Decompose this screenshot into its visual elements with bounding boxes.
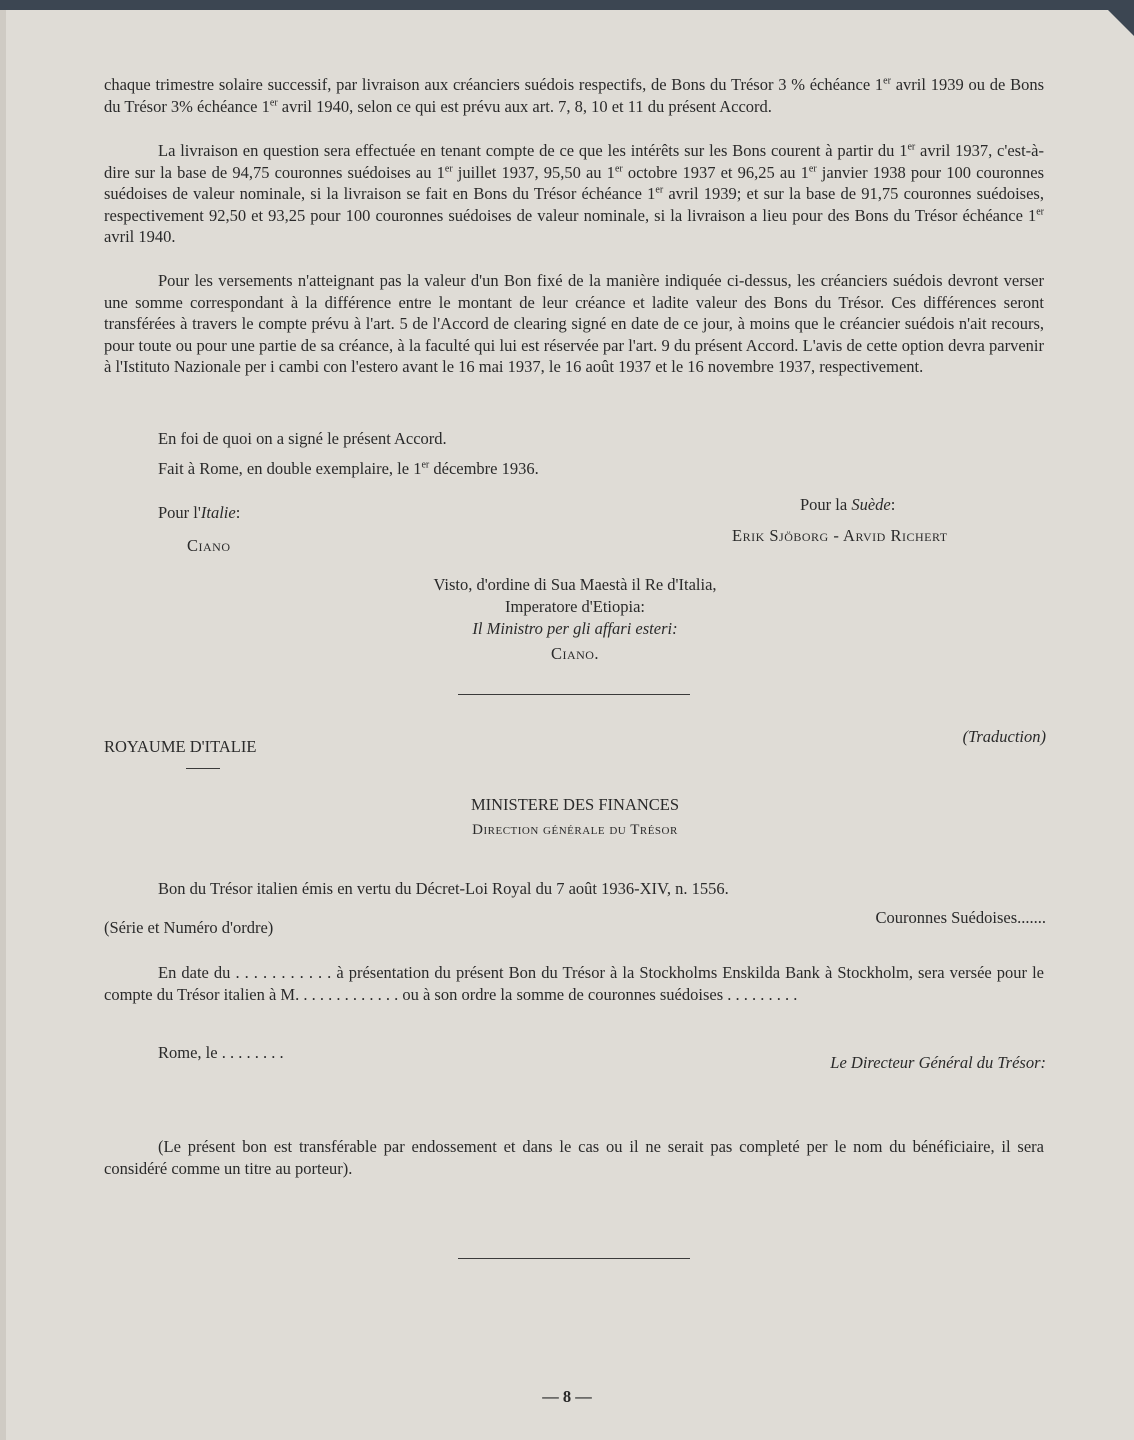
page-number: — 8 — [542,1387,592,1406]
page-corner-fold [1108,10,1134,36]
paragraph-versements: Pour les versements n'atteignant pas la valeur d'un Bon fixé de la manière indiquée ci-dessus, les créanciers suédois devront verser une somme correspondant à la différence entre le montant de leur créance et ladite valeur des Bons du Trésor. Ces différences seront transférées à travers le compte prévu à l'art. 5 de l'Accord de clearing signé en date de ce jour, à moins que le créancier suédois n'ait recours, pour toute ou pour une partie de sa créance, à la faculté qui lui est réservée par l'art. 9 du présent Accord. L'avis de cette option devra parvenir à l'Istituto Nazionale per i cambi con l'estero avant le 16 mai 1937, le 16 août 1937 et le 16 novembre 1937, respectivement. [104,271,1044,376]
document-page [0,10,1134,1440]
kingdom-underline [186,768,220,769]
ministry-heading: MINISTERE DES FINANCES [470,795,680,814]
paragraph-livraison: La livraison en question sera effectuée en tenant compte de ce que les intérêts sur les Bons courent à partir du 1er avril 1937, c'est-à-dire sur la base de 94,75 couronnes suédoises au 1er juillet 1937, 95,50 au 1er octobre 1937 et 96,25 au 1er janvier 1938 pour 100 couronnes suédoises de valeur nominale, si la livraison se fait en Bons du Trésor échéance 1er avril 1939; et sur la base de 91,75 couronnes suédoises, respectivement 92,50 et 93,25 pour 100 couronnes suédoises de valeur nominale, si la livraison a lieu pour des Bons du Trésor échéance 1er avril 1940. [104,141,1044,246]
paragraph-continuation: chaque trimestre solaire successif, par livraison aux créanciers suédois respectifs, de Bons du Trésor 3 % échéance 1er avril 1939 ou de Bons du Trésor 3% échéance 1er avril 1940, selon ce qui est prévu aux art. 7, 8, 10 et 11 du présent Accord. [104,75,1044,116]
signature-italy-name: Ciano [187,536,231,555]
bottom-divider [458,1258,690,1259]
page-edge [0,10,6,1440]
bond-serie: (Série et Numéro d'ordre) [104,918,274,937]
signature-sweden-names: Erik Sjöborg - Arvid Richert [732,526,948,545]
signature-sweden-label: Pour la Suède: [800,495,896,514]
bond-presentation: En date du . . . . . . . . . . . à présentation du présent Bon du Trésor à la Stockholms Enskilda Bank à Stockholm, sera versée pour le compte du Trésor italien à M. . . . . . . . . . . . . ou à son ordre la somme de couronnes suédoises . . . . . . . . . [104,963,1044,1004]
translation-note: (Traduction) [962,727,1046,746]
paragraph-fait-a-rome: Fait à Rome, en double exemplaire, le 1er décembre 1936. [158,459,539,478]
visa-line-2: Imperatore d'Etiopia: [505,597,645,616]
bond-transfer-note: (Le présent bon est transférable par endossement et dans le cas ou il ne serait pas completé per le nom du bénéficiaire, il sera considéré comme un titre au porteur). [104,1137,1044,1178]
visa-line-4: Ciano. [550,644,600,663]
visa-line-1: Visto, d'ordine di Sua Maestà il Re d'Italia, [433,575,717,594]
section-divider [458,694,690,695]
bond-decree: Bon du Trésor italien émis en vertu du Décret-Loi Royal du 7 août 1936-XIV, n. 1556. [158,879,729,898]
direction-heading: Direction générale du Trésor [472,822,678,838]
bond-currency: Couronnes Suédoises....... [875,908,1046,927]
bond-place-date: Rome, le . . . . . . . . [158,1043,284,1062]
signature-italy-label: Pour l'Italie: [158,503,241,522]
visa-line-3: Il Ministro per gli affari esteri: [472,619,678,638]
paragraph-en-foi: En foi de quoi on a signé le présent Accord. [158,429,447,448]
bond-director: Le Directeur Général du Trésor: [830,1053,1046,1072]
bond-kingdom-heading: ROYAUME D'ITALIE [104,737,257,756]
